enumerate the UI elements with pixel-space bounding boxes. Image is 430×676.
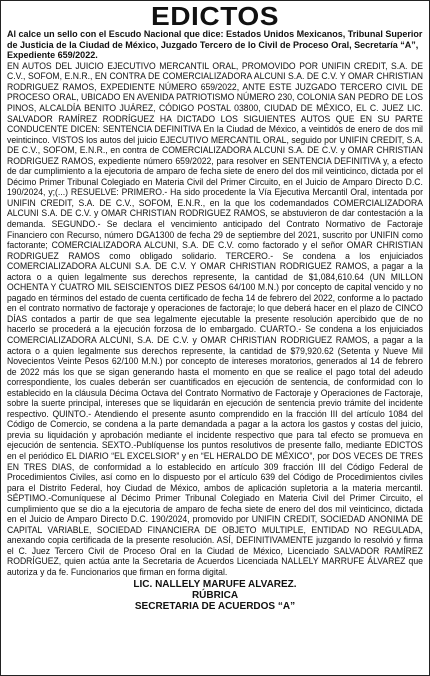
signature-name: LIC. NALLELY MARUFE ALVAREZ. [133, 578, 297, 590]
signature-rubrica: RÚBRICA [191, 589, 239, 601]
signature-title: SECRETARIA DE ACUERDOS “A” [134, 600, 296, 612]
notice-heading: Al calce un sello con el Escudo Nacional que dice: Estados Unidos Mexicanos, Tribunal Superior de Justicia de la Ciudad de México, Juzgado Tercero de lo Civil de Proceso Oral, Secretaría “A”, Expediente 659/2022. [7, 29, 423, 62]
notice-body: EN AUTOS DEL JUICIO EJECUTIVO MERCANTIL ORAL, PROMOVIDO POR UNIFIN CREDIT, S.A. DE C.V., SOFOM, E.N.R., EN CONTRA DE COMERCIALIZADORA ALCUNI S.A. DE C.V. Y OMAR CHRISTIAN RODRIGUEZ RAMOS, EXPEDIENTE NÚMERO 659/2022, ANTE ESTE JUZGADO TERCERO CIVIL DE PROCESO ORAL, UBICADO EN AVENIDA PATRIOTISMO NÚMERO 230, COLONIA SAN PEDRO DE LOS PINOS, ALCALDÍA BENITO JUÁREZ, CÓDIGO POSTAL 03800, CIUDAD DE MÉXICO, EL C. JUEZ LIC. SALVADOR RAMÍREZ RODRÍGUEZ HA DICTADO LOS SIGUIENTES AUTOS QUE EN SU PARTE CONDUCENTE DICEN: SENTENCIA DEFINITIVA En la Ciudad de México, a veintidós de enero de dos mil veinticinco. VISTOS los autos del juicio EJECUTIVO MERCANTIL ORAL, seguido por UNIFIN CREDIT, S.A. DE C.V., SOFOM, E.N.R., en contra de COMERCIALIZADORA ALCUNI S.A. DE C.V. y OMAR CHRISTIAN RODRIGUEZ RAMOS, expediente número 659/2022, para resolver en SENTENCIA DEFINITIVA y, a efecto de dar cumplimiento a la ejecutoria de amparo de fecha siete de enero del dos mil veinticinco, dictada por el Décimo Primer Tribunal Colegiado en Materia Civil del Primer Circuito, en el Juicio de Amparo Directo D.C. 190/2024, y;(...) RESUELVE: PRIMERO.- Ha sido procedente la Vía Ejecutiva Mercantil Oral, intentada por UNIFIN CREDIT, S.A. DE C.V., SOFOM, E.N.R., en la que los codemandados COMERCIALIZADORA ALCUNI S.A. DE C.V. y OMAR CHRISTIAN RODRIGUEZ RAMOS, se abstuvieron de dar contestación a la demanda. SEGUNDO.- Se declara el vencimiento anticipado del Contrato Normativo de Factoraje Financiero con Recurso, número DGA1300 de fecha 29 de septiembre del 2021, suscrito por UNIFIN como factorante; COMERCIALIZADORA ALCUNI, S.A. DE C.V. como factorado y el señor OMAR CHRISTIAN RODRIGUEZ RAMOS como obligado solidario. TERCERO.- Se condena a los enjuiciados COMERCIALIZADORA ALCUNI S.A. DE C.V. Y OMAR CHRISTIAN RODRIGUEZ RAMOS, a pagar a la actora o a quien legalmente sus derechos represente, la cantidad de $1,084,610.64 (UN MILLON OCHENTA Y CUATRO MIL SEISCIENTOS DIEZ PESOS 64/100 M.N.) por concepto de capital vencido y no pagado en términos del estado de cuenta certificado de fecha 14 de febrero del 2022, conforme a lo pactado en el contrato normativo de factoraje y operaciones de factoraje; lo que deberá hacer en el plazo de CINCO DÍAS contados a partir de que sea legalmente ejecutable la presente resolución apercibido que de no hacerlo se procederá a la ejecución forzosa de lo embargado. CUARTO.- Se condena a los enjuiciados COMERCIALIZADORA ALCUNI, S.A. DE C.V. y OMAR CHRISTIAN RODRIGUEZ RAMOS, a pagar a la actora o a quien legalmente sus derechos represente, la cantidad de $79,920.62 (Setenta y Nueve Mil Novecientos Veinte Pesos 62/100 M.N.) por concepto de intereses moratorios, generados al 14 de febrero de 2022 más los que se sigan generando hasta el momento en que se realice el pago total del adeudo correspondiente, los cuales deberán ser cuantificados en ejecución de sentencia, de conformidad con lo establecido en la cláusula Décima Octava del Contrato Normativo de Factoraje y Operaciones de Factoraje, sobre la suerte principal, intereses que se liquidarán en ejecución de sentencia previo trámite del incidente respectivo. QUINTO.- Atendiendo el presente asunto comprendido en la fracción III del artículo 1084 del Código de Comercio, se condena a la parte demandada a pagar a la actora los gastos y costas del juicio, previa su liquidación y aprobación mediante el incidente respectivo que para tal efecto se promueva en ejecución de sentencia. SEXTO.-Publíquense los puntos resolutivos de presente fallo, mediante EDICTOS en el periódico EL DIARIO “EL EXCELSIOR” y en “EL HERALDO DE MÉXICO”, por DOS VECES DE TRES EN TRES DIAS, de conformidad a lo establecido en artículo 309 fracción III del Código Federal de Procedimientos Civiles, así como en lo dispuesto por el artículo 639 del Código de Procedimientos civiles para el Distrito Federal, hoy Ciudad de México, ambos de aplicación supletoria a la materia mercantil. SÉPTIMO.-Comuníquese al Décimo Primer Tribunal Colegiado en Materia Civil del Primer Circuito, el cumplimiento que se dio a la ejecutoria de amparo de fecha siete de enero del dos mil veinticinco, dictada en el Juicio de Amparo Directo D.C. 190/2024, promovido por UNIFIN CREDIT, SOCIEDAD ANONIMA DE CAPITAL VARIABLE, SOCIEDAD FINANCIERA DE OBJETO MULTIPLE, ENTIDAD NO REGULADA, anexando copia certificada de la presente resolución. ASÍ, DEFINITIVAMENTE juzgando lo resolvió y firma el C. Juez Tercero Civil de Proceso Oral en la Ciudad de México, Licenciado SALVADOR RAMÍREZ RODRÍGUEZ, quien actúa ante la Secretaria de Acuerdos Licenciada NALLELY MARRUFE ÁLVAREZ que autoriza y da fe. Funcionarios que firman en forma digital. [7, 60, 423, 579]
notice-title: EDICTOS [150, 1, 280, 31]
